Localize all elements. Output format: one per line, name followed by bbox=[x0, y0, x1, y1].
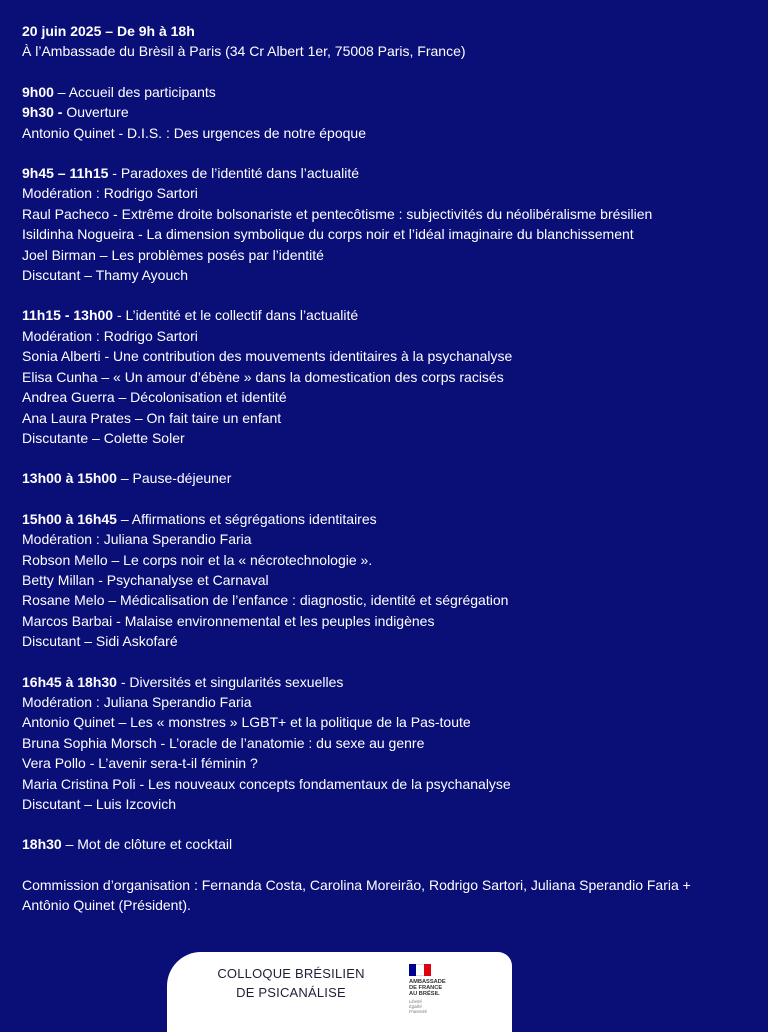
lunch-time: 13h00 à 15h00 bbox=[22, 470, 117, 487]
french-flag-icon bbox=[409, 964, 431, 976]
commission-line-2: Antônio Quinet (Président). bbox=[22, 897, 191, 914]
session-3-line: Rosane Melo – Médicalisation de l’enfance : diagnostic, identité et ségrégation bbox=[22, 592, 509, 609]
event-date-hours: – De 9h à 18h bbox=[101, 23, 195, 39]
session-3-line: Robson Mello – Le corps noir et la « nécrotechnologie ». bbox=[22, 551, 373, 568]
spacer bbox=[22, 285, 748, 305]
closing-time: 18h30 bbox=[22, 836, 62, 853]
session-2-line: Modération : Rodrigo Sartori bbox=[22, 327, 198, 344]
session-4-line: Modération : Juliana Sperandio Faria bbox=[22, 693, 252, 710]
session-3-line: Discutant – Sidi Askofaré bbox=[22, 633, 178, 650]
motto-line-3: Fraternité bbox=[409, 1009, 427, 1014]
session-4-line: Bruna Sophia Morsch - L’oracle de l’anatomie : du sexe au genre bbox=[22, 734, 425, 751]
session-4-title: - Diversités et singularités sexuelles bbox=[116, 673, 344, 690]
session-1-line: Modération : Rodrigo Sartori bbox=[22, 185, 198, 202]
program-document bbox=[22, 21, 748, 916]
session-4-line: Discutant – Luis Izcovich bbox=[22, 796, 177, 812]
closing-item bbox=[22, 834, 748, 854]
session-1-title: - Paradoxes de l’identité dans l’actualité bbox=[108, 165, 359, 182]
session-4-line: Antonio Quinet – Les « monstres » LGBT+ et la politique de la Pas-toute bbox=[22, 714, 471, 731]
session-2-heading bbox=[22, 305, 748, 325]
welcome-time: 9h00 bbox=[22, 83, 54, 100]
session-2-time: 11h15 - 13h00 bbox=[22, 307, 114, 324]
lunch-text: – Pause-déjeuner bbox=[116, 470, 232, 487]
closing-text: – Mot de clôture et cocktail bbox=[61, 836, 233, 853]
session-4-time: 16h45 à 18h30 bbox=[22, 673, 117, 690]
embassy-line-2: DE FRANCE bbox=[409, 985, 443, 991]
flag-red-stripe bbox=[424, 964, 431, 976]
opening-item bbox=[22, 102, 748, 122]
embassy-line-1: AMBASSADE bbox=[409, 979, 446, 985]
session-2-line: Elisa Cunha – « Un amour d’ébène » dans la domestication des corps racisés bbox=[22, 368, 504, 385]
spacer bbox=[22, 62, 748, 82]
motto-line-2: Égalité bbox=[409, 1004, 422, 1009]
commission-line-1: Commission d’organisation : Fernanda Costa, Carolina Moreirão, Rodrigo Sartori, Juliana Sperandio Faria + bbox=[22, 876, 691, 893]
spacer bbox=[22, 448, 748, 468]
session-3-title: – Affirmations et ségrégations identitaires bbox=[116, 510, 377, 527]
colloquium-title-line-2: DE PSICANÁLISE bbox=[236, 985, 346, 1000]
session-1-time: 9h45 – 11h15 bbox=[22, 165, 109, 182]
session-4-line: Maria Cristina Poli - Les nouveaux concepts fondamentaux de la psychanalyse bbox=[22, 775, 511, 792]
footer-banner bbox=[167, 952, 512, 1032]
flag-white-stripe bbox=[416, 964, 423, 976]
opening-talk: Antonio Quinet - D.I.S. : Des urgences de notre époque bbox=[22, 124, 366, 141]
spacer bbox=[22, 652, 748, 672]
session-2-line: Sonia Alberti - Une contribution des mouvements identitaires à la psychanalyse bbox=[22, 348, 513, 365]
session-2-line: Ana Laura Prates – On fait taire un enfant bbox=[22, 409, 282, 426]
spacer bbox=[22, 143, 748, 163]
embassy-line-3: AU BRÉSIL bbox=[409, 991, 440, 997]
session-4-heading bbox=[22, 672, 748, 692]
lunch-item bbox=[22, 468, 748, 488]
session-1-line: Raul Pacheco - Extrême droite bolsonariste et pentecôtisme : subjectivités du néolibéralisme brésilien bbox=[22, 205, 653, 222]
session-3-time: 15h00 à 16h45 bbox=[22, 510, 117, 527]
session-3-line: Marcos Barbai - Malaise environnemental et les peuples indigènes bbox=[22, 612, 435, 629]
session-2-line: Discutante – Colette Soler bbox=[22, 429, 185, 446]
welcome-text: – Accueil des participants bbox=[53, 83, 216, 100]
event-date bbox=[22, 21, 748, 41]
session-2-line: Andrea Guerra – Décolonisation et identité bbox=[22, 389, 287, 406]
session-1-line: Joel Birman – Les problèmes posés par l’identité bbox=[22, 246, 324, 263]
session-3-line: Betty Millan - Psychanalyse et Carnaval bbox=[22, 571, 269, 588]
session-3-heading bbox=[22, 509, 748, 529]
session-1-heading bbox=[22, 163, 748, 183]
event-date-day: 20 juin 2025 bbox=[22, 23, 102, 39]
colloquium-title-line-1: COLLOQUE BRÉSILIEN bbox=[217, 966, 365, 981]
flag-blue-stripe bbox=[409, 964, 416, 976]
opening-text: Ouverture bbox=[62, 104, 129, 121]
welcome-item bbox=[22, 82, 748, 102]
embassy-logo bbox=[409, 964, 467, 1020]
opening-time: 9h30 - bbox=[22, 104, 63, 121]
session-3-line: Modération : Juliana Sperandio Faria bbox=[22, 531, 252, 548]
session-1-line: Isildinha Nogueira - La dimension symbolique du corps noir et l’idéal imaginaire du blanchissement bbox=[22, 226, 634, 243]
event-venue: À l’Ambassade du Brèsil à Paris (34 Cr Albert 1er, 75008 Paris, France) bbox=[22, 43, 466, 60]
session-2-title: - L’identité et le collectif dans l’actualité bbox=[113, 307, 359, 324]
spacer bbox=[22, 489, 748, 509]
session-1-line: Discutant – Thamy Ayouch bbox=[22, 267, 189, 284]
spacer bbox=[22, 855, 748, 875]
spacer bbox=[22, 814, 748, 834]
motto-line-1: Liberté bbox=[409, 999, 422, 1004]
colloquium-logo-text bbox=[211, 964, 371, 1002]
session-4-line: Vera Pollo - L’avenir sera-t-il féminin ? bbox=[22, 755, 258, 772]
